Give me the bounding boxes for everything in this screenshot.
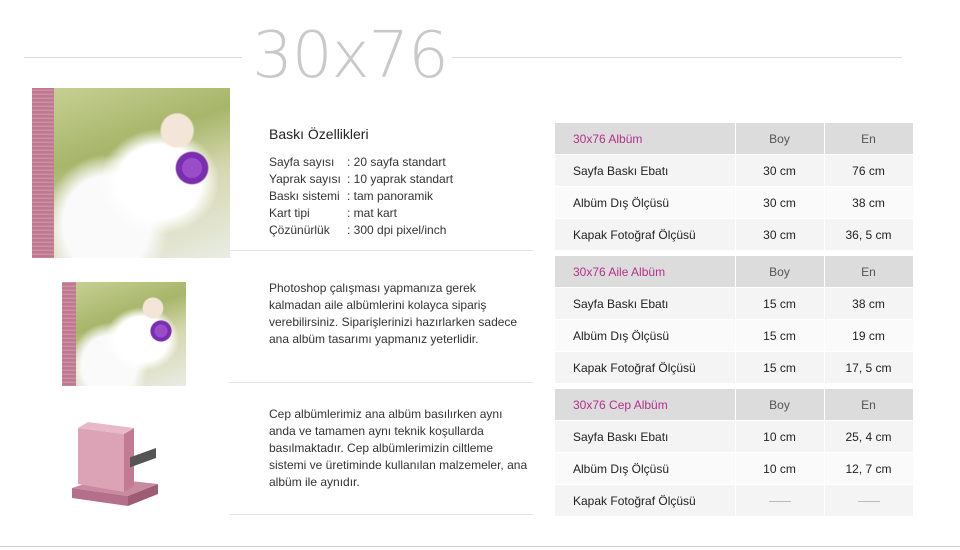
col-header-boy: Boy: [735, 256, 824, 288]
row-en: 17, 5 cm: [824, 352, 913, 384]
col-header-en: En: [824, 256, 913, 288]
dash-icon: [769, 501, 791, 502]
table-row: [555, 453, 913, 485]
spec-label: Yaprak sayısı: [269, 172, 341, 186]
row-boy: 15 cm: [735, 320, 824, 352]
row-boy: 15 cm: [735, 352, 824, 384]
pocket-album-size-table: [555, 389, 913, 517]
title-rule-left: [24, 57, 242, 58]
table-header-row: [555, 256, 913, 288]
row-en: 76 cm: [824, 155, 913, 187]
specs-heading: Baskı Özellikleri: [269, 126, 369, 142]
spec-label: Kart tipi: [269, 206, 310, 220]
family-album-size-table: [555, 256, 913, 384]
row-en: 38 cm: [824, 288, 913, 320]
spec-row: [269, 206, 397, 220]
row-boy: 10 cm: [735, 453, 824, 485]
spec-value: : mat kart: [347, 206, 398, 220]
spec-value: : tam panoramik: [347, 189, 434, 203]
spec-value: : 20 sayfa standart: [347, 155, 446, 169]
spec-label: Çözünürlük: [269, 223, 330, 237]
spec-row: [269, 189, 433, 203]
spec-label: Baskı sistemi: [269, 189, 340, 203]
table-row: [555, 485, 913, 517]
section-divider: [229, 250, 533, 251]
table-row: [555, 421, 913, 453]
pocket-album-description: Cep albümlerimiz ana albüm basılırken aynı anda ve tamamen aynı teknik koşullarda basılmaktadır. Cep albümlerimizin ciltleme sistemi ve üretiminde kullanılan malzemeler, ana albüm ile aynıdır.: [269, 407, 528, 489]
row-label: Kapak Fotoğraf Ölçüsü: [555, 352, 735, 384]
row-boy: 30 cm: [735, 219, 824, 251]
page-title: 30x76: [252, 19, 448, 93]
spec-row: [269, 223, 446, 237]
album-spine: [32, 88, 54, 258]
table-row: [555, 288, 913, 320]
row-label: Kapak Fotoğraf Ölçüsü: [555, 219, 735, 251]
row-label: Sayfa Baskı Ebatı: [555, 155, 735, 187]
pocket-album-image: [68, 418, 160, 510]
col-header-boy: Boy: [735, 389, 824, 421]
section-divider: [229, 382, 533, 383]
family-album-description: Photoshop çalışması yapmanıza gerek kalmadan aile albümlerini kolayca sipariş verebilirsiniz. Siparişlerinizi hazırlarken sadece ana albüm tasarımı yapmanız yeterlidir.: [269, 281, 518, 346]
family-album-image: [62, 282, 186, 386]
flower-bouquet-icon: [148, 318, 174, 344]
row-label: Albüm Dış Ölçüsü: [555, 187, 735, 219]
row-boy: 15 cm: [735, 288, 824, 320]
col-header-boy: Boy: [735, 123, 824, 155]
row-en: 36, 5 cm: [824, 219, 913, 251]
row-label: Sayfa Baskı Ebatı: [555, 288, 735, 320]
row-boy: 30 cm: [735, 155, 824, 187]
title-rule-right: [452, 57, 902, 58]
table-header-row: [555, 123, 913, 155]
table-row: [555, 155, 913, 187]
spec-row: [269, 155, 446, 169]
table-title: 30x76 Aile Albüm: [555, 256, 735, 288]
row-boy-empty: [735, 485, 824, 517]
dash-icon: [858, 501, 880, 502]
row-en-empty: [824, 485, 913, 517]
table-header-row: [555, 389, 913, 421]
table-row: [555, 320, 913, 352]
bottom-rule: [0, 546, 960, 547]
table-row: [555, 352, 913, 384]
table-row: [555, 219, 913, 251]
row-en: 38 cm: [824, 187, 913, 219]
album-size-table: [555, 123, 913, 251]
row-label: Sayfa Baskı Ebatı: [555, 421, 735, 453]
spec-value: : 10 yaprak standart: [347, 172, 454, 186]
row-en: 25, 4 cm: [824, 421, 913, 453]
spec-row: [269, 172, 453, 186]
row-label: Kapak Fotoğraf Ölçüsü: [555, 485, 735, 517]
table-title: 30x76 Albüm: [555, 123, 735, 155]
flower-bouquet-icon: [172, 148, 212, 188]
row-label: Albüm Dış Ölçüsü: [555, 453, 735, 485]
row-en: 19 cm: [824, 320, 913, 352]
section-divider: [229, 514, 533, 515]
spec-value: : 300 dpi pixel/inch: [347, 223, 447, 237]
row-boy: 10 cm: [735, 421, 824, 453]
spec-label: Sayfa sayısı: [269, 155, 335, 169]
col-header-en: En: [824, 123, 913, 155]
col-header-en: En: [824, 389, 913, 421]
row-en: 12, 7 cm: [824, 453, 913, 485]
album-spine: [62, 282, 76, 386]
row-label: Albüm Dış Ölçüsü: [555, 320, 735, 352]
pocket-album-icon: [68, 418, 160, 510]
table-row: [555, 187, 913, 219]
table-title: 30x76 Cep Albüm: [555, 389, 735, 421]
row-boy: 30 cm: [735, 187, 824, 219]
main-album-image: [32, 88, 230, 258]
